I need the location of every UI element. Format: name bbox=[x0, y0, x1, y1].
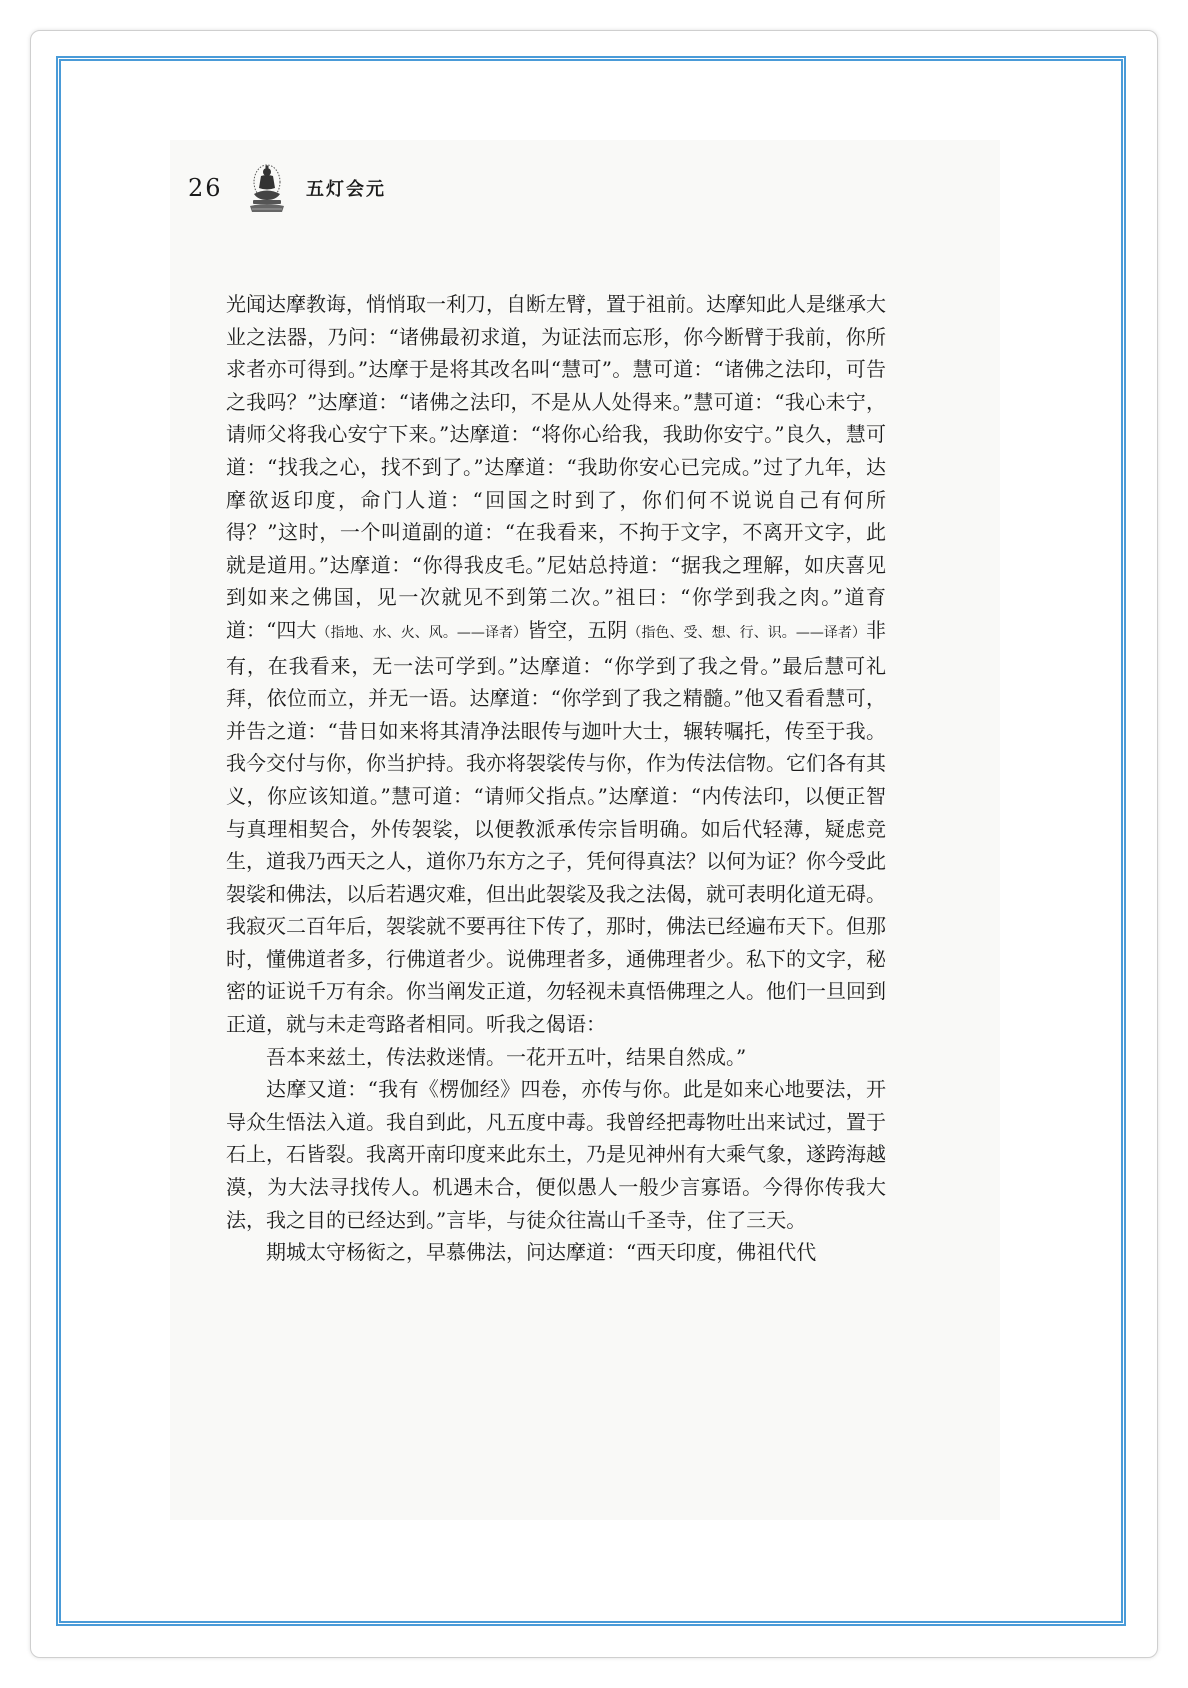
verse: 吾本来兹土，传法救迷情。一花开五叶，结果自然成。” bbox=[266, 1044, 747, 1069]
translator-note-2: （指色、受、想、行、识。——译者） bbox=[627, 624, 867, 641]
paragraph-1-part-b: 皆空，五阴 bbox=[527, 617, 628, 642]
body-text bbox=[226, 288, 886, 1269]
seated-buddha-icon bbox=[246, 160, 288, 216]
paragraph-1-part-c: 非有，在我看来，无一法可学到。”达摩道：“你学到了我之骨。”最后慧可礼拜，依位而立，并无一语。达摩道：“你学到了我之精髓。”他又看看慧可，并告之道：“昔日如来将其清净法眼传与迦叶大士，辗转嘱托，传至于我。我今交付与你，你当护持。我亦将袈裟传与你，作为传法信物。它们各有其义，你应该知道。”慧可道：“请师父指点。”达摩道：“内传法印，以便正智与真理相契合，外传袈裟，以便教派承传宗旨明确。如后代轻薄，疑虑竞生，道我乃西天之人，道你乃东方之子，凭何得真法？以何为证？你今受此袈裟和佛法，以后若遇灾难，但出此袈裟及我之法偈，就可表明化道无碍。我寂灭二百年后，袈裟就不要再往下传了，那时，佛法已经遍布天下。但那时，懂佛道者多，行佛道者少。说佛理者多，通佛理者少。私下的文字，秘密的证说千万有余。你当阐发正道，勿轻视未真悟佛理之人。他们一旦回到正道，就与未走弯路者相同。听我之偈语： bbox=[226, 617, 887, 1037]
translator-note-1: （指地、水、火、风。——译者） bbox=[316, 624, 528, 641]
paragraph-1 bbox=[226, 288, 886, 1041]
paragraph-1-part-a: 光闻达摩教诲，悄悄取一利刀，自断左臂，置于祖前。达摩知此人是继承大业之法器，乃问：“诸佛最初求道，为证法而忘形，你今断臂于我前，你所求者亦可得到。”达摩于是将其改名叫“慧可”。慧可道：“诸佛之法印，可告之我吗？”达摩道：“诸佛之法印，不是从人处得来。”慧可道：“我心未宁，请师父将我心安宁下来。”达摩道：“将你心给我，我助你安宁。”良久，慧可道：“找我之心，找不到了。”达摩道：“我助你安心已完成。”过了九年，达摩欲返印度，命门人道：“回国之时到了，你们何不说说自己有何所得？”这时，一个叫道副的道：“在我看来，不拘于文字，不离开文字，此就是道用。”达摩道：“你得我皮毛。”尼姑总持道：“据我之理解，如庆喜见到如来之佛国，见一次就见不到第二次。”祖曰：“你学到我之肉。”道育道：“四大 bbox=[226, 292, 886, 642]
page-number: 26 bbox=[188, 174, 223, 202]
page-header bbox=[188, 158, 386, 218]
paragraph-2: 达摩又道：“我有《楞伽经》四卷，亦传与你。此是如来心地要法，开导众生悟法入道。我自到此，凡五度中毒。我曾经把毒物吐出来试过，置于石上，石皆裂。我离开南印度来此东土，乃是见神州有大乘气象，遂跨海越漠，为大法寻找传人。机遇未合，便似愚人一般少言寡语。今得你传我大法，我之目的已经达到。”言毕，与徒众往嵩山千圣寺，住了三天。 bbox=[226, 1077, 886, 1232]
book-title: 五灯会元 bbox=[306, 179, 386, 200]
paragraph-3: 期城太守杨衒之，早慕佛法，问达摩道：“西天印度，佛祖代代 bbox=[266, 1240, 817, 1265]
